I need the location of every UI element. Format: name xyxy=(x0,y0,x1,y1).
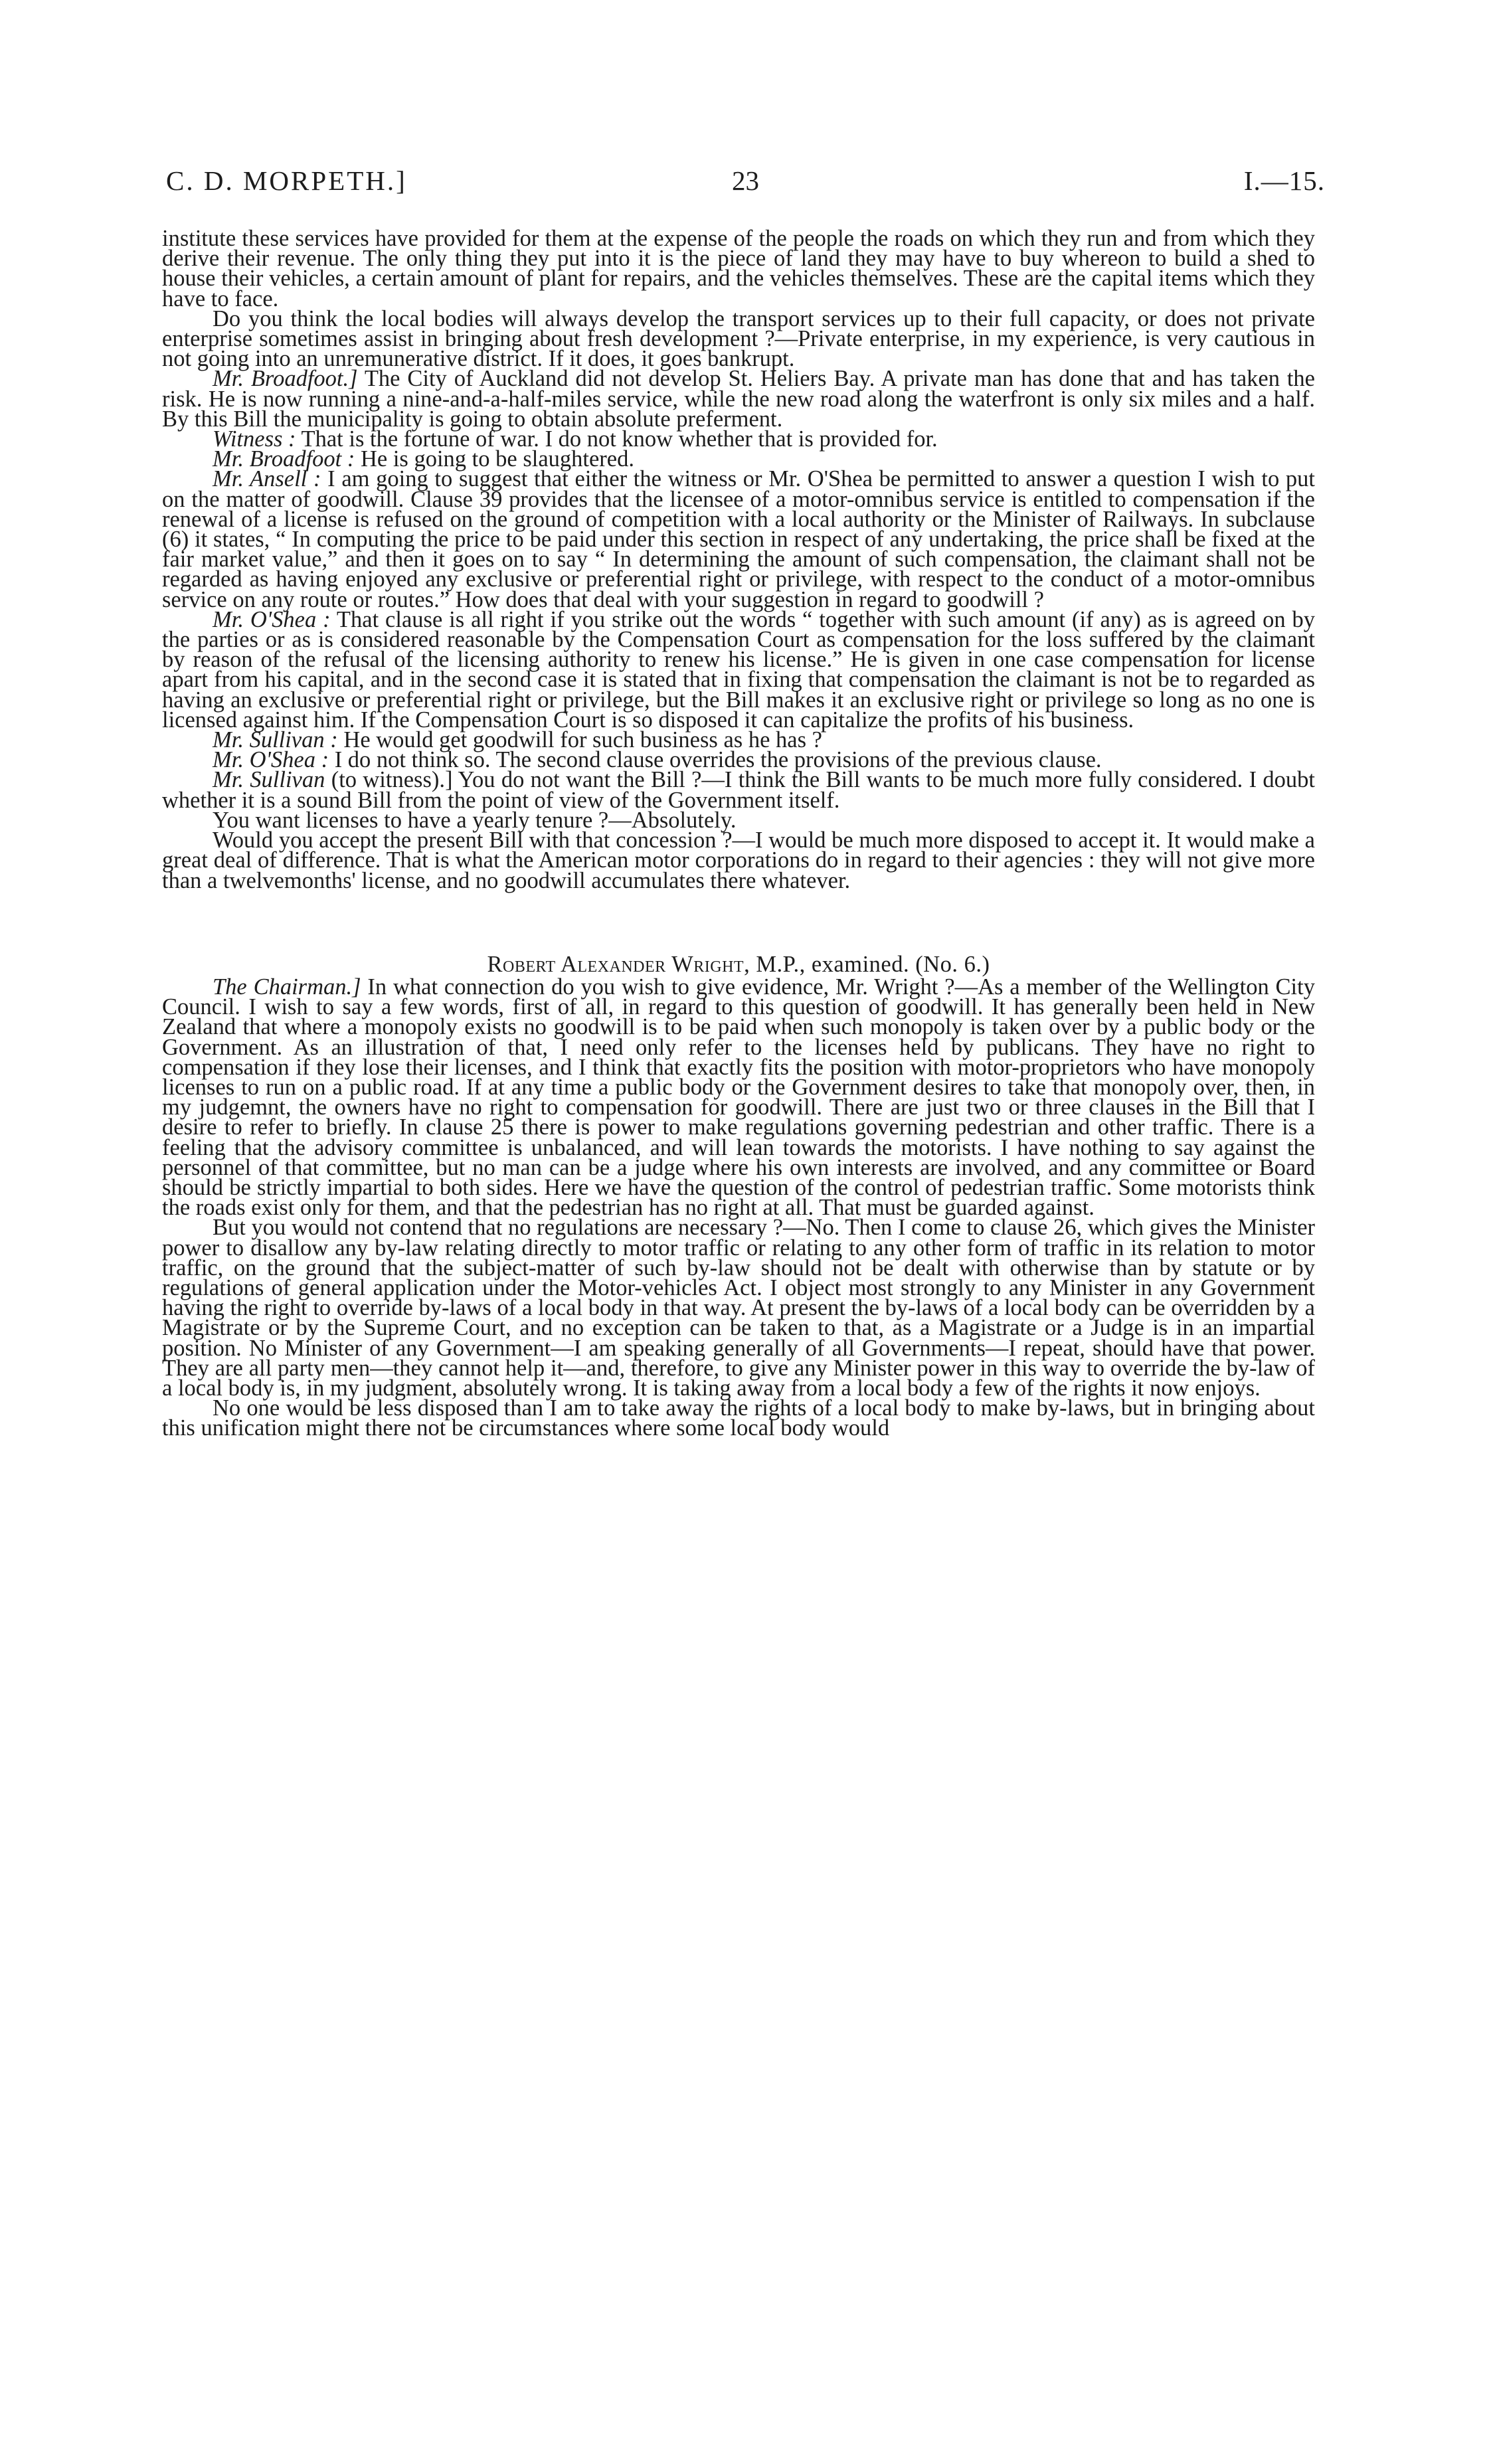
paragraph xyxy=(162,228,1315,309)
paragraph-text: He is going to be slaughtered. xyxy=(355,446,634,472)
speaker-label: Mr. Broadfoot.] xyxy=(213,366,358,392)
paragraph-text: That clause is all right if you strike out the words “ together with such amount (if any) as is agreed on by the parties or as is considered reasonable by the Compensation Court as compensation for the loss suffered by the claimant by reason of the refusal of the licensing authority to renew his license.” He is given in one case compensation for license apart from his capital, and in the second case it is stated that in fixing that compensation the claimant is not be to regarded as having an exclusive or preferential right or privilege, but the Bill makes it an exclusive right or privilege so long as no one is licensed against him. If the Compensation Court is so disposed it can capitalize the profits of his business. xyxy=(162,606,1316,733)
paragraph xyxy=(162,1395,1315,1441)
speaker-label: The Chairman.] xyxy=(213,974,361,1000)
paragraph xyxy=(162,767,1315,813)
speaker-label: Mr. Sullivan : xyxy=(213,727,338,753)
speaker-label: Witness : xyxy=(213,426,296,452)
paragraph xyxy=(162,1215,1315,1401)
page-header xyxy=(166,161,1325,201)
paragraph xyxy=(162,606,1316,733)
page-body xyxy=(162,228,1315,1439)
speaker-label: Mr. Ansell : xyxy=(213,466,321,492)
paragraph xyxy=(162,466,1315,612)
paragraph-text: No one would be less disposed than I am to take away the rights of a local body to make by-laws, but in bringing about this unification might there not be circumstances where some local body would xyxy=(162,1395,1315,1441)
paragraph-text: In what connection do you wish to give evidence, Mr. Wright ?—As a member of the Wellington City Council. I wish to say a few words, first of all, in regard to this question of goodwill. It has generally been held in New Zealand that where a monopoly exists no goodwill is to be paid when such monopoly is taken over by a public body or the Government. As an illustration of that, I need only refer to the licenses held by publicans. They have no right to compensation if they lose their licenses, and I think that exactly fits the position with motor-proprietors who have monopoly licenses to run on a public road. If at any time a public body or the Government desires to take that monopoly over, then, in my judgemnt, the owners have no right to compensation for goodwill. There are just two or three clauses in the Bill that I desire to refer to briefly. In clause 25 there is power to make regulations governing pedestrian and other traffic. There is a feeling that the advisory committee is unbalanced, and will lean towards the motorists. I have nothing to say against the personnel of that committee, but no man can be a judge where his own interests are involved, and any committee or Board should be strictly impartial to both sides. Here we have the question of the control of pedestrian traffic. Some motorists think the roads exist only for them, and that the pedestrian has no right at all. That must be guarded against. xyxy=(162,974,1315,1221)
paragraph xyxy=(162,974,1315,1221)
paragraph xyxy=(162,306,1315,372)
paragraph-text: Do you think the local bodies will always develop the transport services up to their full capacity, or does not private enterprise sometimes assist in bringing about fresh development ?—Private enterprise, in my experience, is very cautious in not going into an unremunerative district. If it does, it goes bankrupt. xyxy=(162,306,1315,372)
header-witness-name: C. D. MORPETH.] xyxy=(166,165,407,196)
paragraph-text: I am going to suggest that either the witness or Mr. O'Shea be permitted to answer a question I wish to put on the matter of goodwill. Clause 39 provides that the licensee of a motor-omnibus service is entitled to compensation if the renewal of a license is refused on the ground of competition with a local authority or the Minister of Railways. In subclause (6) it states, “ In computing the price to be paid under this section in respect of any undertaking, the price shall be fixed at the fair market value,” and then it goes on to say “ In determining the amount of such compensation, the claimant shall not be regarded as having enjoyed any exclusive or preferential right or privilege, with respect to the conduct of a motor-omnibus service on any route or routes.” How does that deal with your suggestion in regard to goodwill ? xyxy=(162,466,1315,612)
document-reference: I.—15. xyxy=(1243,165,1325,196)
paragraph-text: That is the fortune of war. I do not know whether that is provided for. xyxy=(296,426,938,452)
paragraph-text: (to witness).] You do not want the Bill ?—I think the Bill wants to be much more fully considered. I doubt whether it is a sound Bill from the point of view of the Government itself. xyxy=(162,767,1315,813)
paragraph-text: institute these services have provided for them at the expense of the people the roads on which they run and from which they derive their revenue. The only thing they put into it is the piece of land they may have to buy whereon to build a shed to house their vehicles, a certain amount of plant for repairs, and the vehicles themselves. These are the capital items which they have to face. xyxy=(162,226,1315,311)
speaker-label: Mr. Broadfoot : xyxy=(213,446,355,472)
paragraph-text: But you would not contend that no regulations are necessary ?—No. Then I come to clause 26, which gives the Minister power to disallow any by-law relating directly to motor traffic or relating to any other form of traffic in its relation to motor traffic, on the ground that the subject-matter of such by-law should not be dealt with otherwise than by statute or by regulations of general application under the Motor-vehicles Act. I object most strongly to any Minister in any Government having the right to override by-laws of a local body in that way. At present the by-laws of a local body can be overridden by a Magistrate or by the Supreme Court, and no exception can be taken to that, as a Magistrate or a Judge is in an impartial position. No Minister of any Government—I am speaking generally of all Governments—I repeat, should have that power. They are all party men—they cannot help it—and, therefore, to give any Minister power in this way to override the by-law of a local body is, in my judgment, absolutely wrong. It is taking away from a local body a few of the rights it now enjoys. xyxy=(162,1215,1315,1401)
witness-heading xyxy=(162,951,1315,977)
speaker-label: Mr. O'Shea : xyxy=(213,747,329,773)
paragraph-text: Would you accept the present Bill with that concession ?—I would be much more disposed to accept it. It would make a great deal of difference. That is what the American motor corporations do in regard to their agencies : they will not give more than a twelvemonths' license, and no goodwill accumulates there whatever. xyxy=(162,828,1315,893)
page-number: 23 xyxy=(732,165,759,196)
paragraph xyxy=(162,366,1315,432)
paragraph-text: He would get goodwill for such business as he has ? xyxy=(337,727,822,753)
speaker-label: Mr. Sullivan xyxy=(213,767,325,793)
paragraph xyxy=(162,830,1315,891)
speaker-label: Mr. O'Shea : xyxy=(213,606,331,632)
paragraph-text: The City of Auckland did not develop St. Heliers Bay. A private man has done that and has taken the risk. He is now running a nine-and-a-half-miles service, while the new road along the waterfront is only six miles and a half. By this Bill the municipality is going to obtain absolute preferment. xyxy=(162,366,1315,432)
witness-name: Robert Alexander Wright xyxy=(487,951,745,977)
paragraph-text: I do not think so. The second clause overrides the provisions of the previous clause. xyxy=(329,747,1102,773)
witness-heading-rest: , M.P., examined. (No. 6.) xyxy=(744,951,990,977)
paragraph-text: You want licenses to have a yearly tenure ?—Absolutely. xyxy=(213,807,737,833)
